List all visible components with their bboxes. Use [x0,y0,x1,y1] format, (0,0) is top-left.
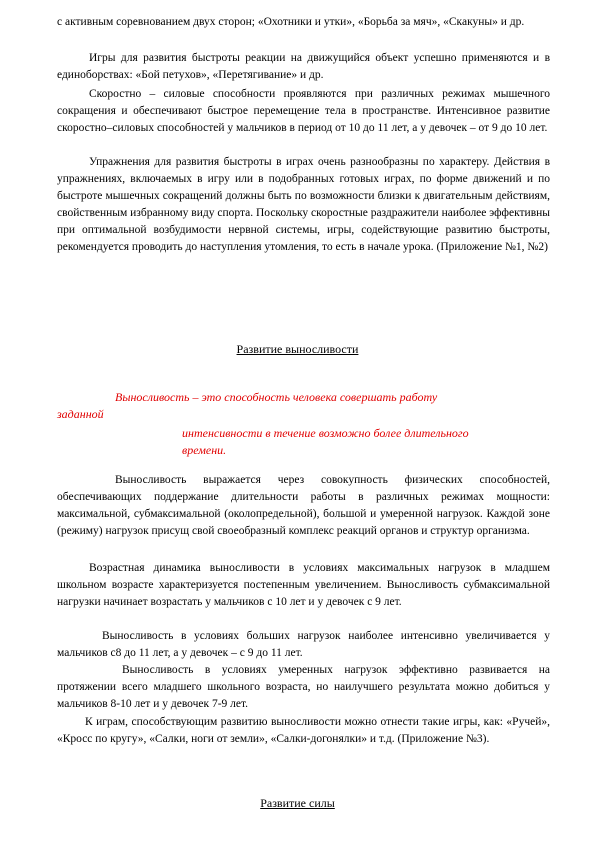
paragraph-endurance-expression: Выносливость выражается через совокупность физических способностей, обеспечивающих поддержание длительности работы в различных режимах мощности: максимальной, субмаксимальной (околопредельной), большой и умеренной нагрузок. Каждой зоне (режиму) нагрузок присущ свой своеобразный комплекс реакций органов и структур организма. [57,474,550,537]
paragraph-speed-strength: Скоростно – силовые способности проявляются при различных режимах мышечного сокращения и обеспечивают быстрое перемещение тела в пространстве. Интенсивное развитие скоростно–силовых способностей у мальчиков в период от 10 до 11 лет, а у девочек – от 9 до 10 лет. [57,88,550,134]
paragraph-speed-exercises: Упражнения для развития быстроты в играх очень разнообразны по характеру. Действия в упражнениях, включаемых в игру или в подобранных готовых играх, по форме движений и по быстроте мышечных сокращений должны быть по возможности близки к двигательным действиям, свойственным избранному виду спорта. Поскольку скоростные раздражители наиболее эффективны при оптимальной возбудимости нервной системы, игры, содействующие развитию быстроты, рекомендуется проводить до наступления утомления, то есть в начале урока. (Приложение №1, №2) [57,156,551,253]
paragraph-reaction-games: Игры для развития быстроты реакции на движущийся объект успешно применяются и в единоборствах: «Бой петухов», «Перетягивание» и др. [57,52,550,81]
paragraph-games-competition: с активным соревнованием двух сторон; «Охотники и утки», «Борьба за мяч», «Скакуны» и др. [57,16,525,28]
definition-line-3: интенсивности в течение возможно более длительного [182,426,469,440]
paragraph-endurance-games: К играм, способствующим развитию выносливости можно отнести такие игры, как: «Ручей», «Кросс по кругу», «Салки, ноги от земли», «Салки-догонялки» и т.д. (Приложение №3). [57,716,550,745]
paragraph-age-dynamics: Возрастная динамика выносливости в условиях максимальных нагрузок в младшем школьном возрасте характеризуется постепенным увеличением. Выносливость субмаксимальной нагрузки начинает возрастать у мальчиков с 10 лет и у девочек с 9 лет. [57,562,550,608]
heading-endurance: Развитие выносливости [236,342,359,356]
definition-line-4: времени. [182,443,227,457]
paragraph-moderate-loads: Выносливость в условиях умеренных нагрузок эффективно развивается на протяжении всего младшего школьного возраста, но наилучшего результата можно добиться у мальчиков 8-10 лет и у девочек 7-9 лет. [57,664,550,710]
definition-line-2: заданной [57,407,104,421]
definition-line-1: Выносливость – это способность человека совершать работу [115,390,438,404]
paragraph-large-loads: Выносливость в условиях больших нагрузок наиболее интенсивно увеличивается у мальчиков с8 до 11 лет, а у девочек – с 9 до 11 лет. [57,630,550,659]
heading-strength: Развитие силы [260,796,335,810]
